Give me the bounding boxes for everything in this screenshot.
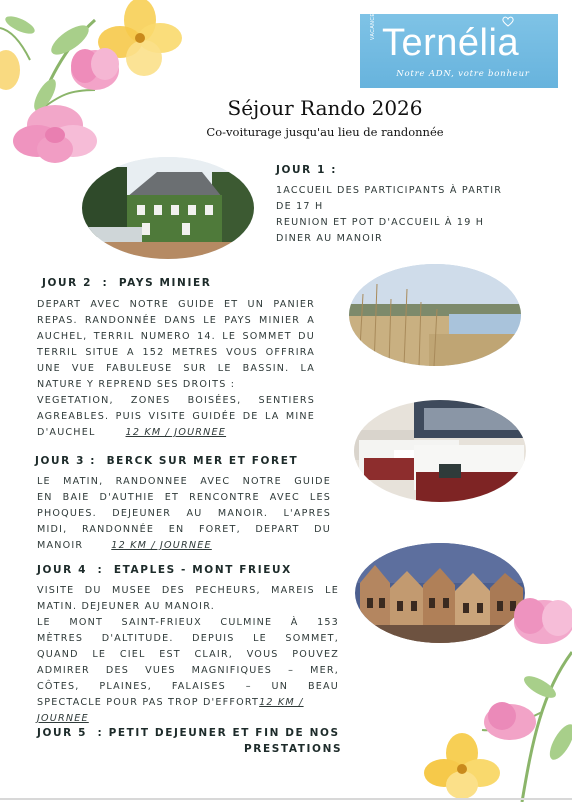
day4-line: QUAND LE CIEL EST CLAIR, VOUS POUVEZ: [37, 649, 339, 660]
day5-title: JOUR 5 : PETIT DEJEUNER ET FIN DE NOS: [37, 727, 340, 739]
hotel-room-photo: [354, 400, 526, 502]
day2-line: AUCHEL, TERRIL NUMERO 14. LE SOMMET DU: [37, 331, 315, 342]
logo-tagline: Notre ADN, votre bonheur: [396, 69, 530, 79]
day4-distance-b: JOURNEE: [37, 713, 89, 724]
bottom-divider: [0, 798, 572, 800]
day2-title: JOUR 2 : PAYS MINIER: [42, 277, 212, 289]
day2-line: REPAS. RANDONNÉE DANS LE PAYS MINIER A: [37, 315, 315, 326]
day4-last-text: SPECTACLE POUR PAS TROP D'EFFORT: [37, 697, 260, 708]
day1-title: JOUR 1 :: [276, 164, 338, 176]
day3-distance: 12 KM / JOURNEE: [111, 540, 212, 551]
day3-last-text: MANOIR: [37, 540, 84, 551]
flowers-decoration-bottom-right: [422, 592, 572, 802]
day1-line: DE 17 H: [276, 201, 324, 212]
day4-line: MATIN. DEJEUNER AU MANOIR.: [37, 601, 215, 612]
logo-name: Ternélia: [382, 22, 520, 64]
day2-line: DEPART AVEC NOTRE GUIDE ET UN PANIER: [37, 299, 315, 310]
ternelia-logo: [360, 8, 558, 88]
day4-line: MÈTRES D'ALTITUDE. DEPUIS LE SOMMET,: [37, 633, 339, 644]
day3-line: PHOQUES. DEJEUNER AU MANOIR. L'APRES: [37, 508, 331, 519]
page-title: Séjour Rando 2026: [227, 96, 423, 120]
day2-line: AGREABLES. PUIS VISITE GUIDÉE DE LA MINE: [37, 411, 315, 422]
reeds-lake-photo: [349, 264, 521, 366]
day3-line: EN BAIE D'AUTHIE ET RENCONTRE AVEC LES: [37, 492, 331, 503]
day2-last-text: D'AUCHEL: [37, 427, 96, 438]
manor-photo: [82, 157, 254, 259]
day4-title: JOUR 4 : ETAPLES - MONT FRIEUX: [37, 564, 292, 576]
day1-line: DINER AU MANOIR: [276, 233, 383, 244]
day3-title: JOUR 3 : BERCK SUR MER ET FORET: [35, 455, 299, 467]
flowers-decoration-top-left: [0, 0, 200, 175]
day4-line: CÔTES, PLAINES, FALAISES – UN BEAU: [37, 681, 339, 692]
day3-line: MIDI, RANDONNÉE EN FORET, DEPART DU: [37, 524, 331, 535]
day5-title-line2: PRESTATIONS: [244, 743, 343, 755]
day3-line-last: [37, 538, 331, 554]
day2-line: TERRIL SITUE A 152 METRES VOUS OFFRIRA: [37, 347, 315, 358]
logo-small-text: VACANCES: [370, 8, 376, 40]
day3-text: [37, 474, 331, 554]
day4-text: [37, 583, 339, 727]
day1-line: REUNION ET POT D'ACCUEIL À 19 H: [276, 217, 485, 228]
day4-line: VISITE DU MUSEE DES PECHEURS, MAREIS LE: [37, 585, 339, 596]
day4-line-distance: [37, 711, 339, 727]
day4-line-last: [37, 695, 339, 711]
day4-line: LE MONT SAINT-FRIEUX CULMINE À 153: [37, 617, 339, 628]
page-subtitle: Co-voiturage jusqu'au lieu de randonnée: [206, 125, 444, 139]
day2-line: UNE VUE FABULEUSE SUR LE BASSIN. LA: [37, 363, 315, 374]
day2-line: VEGETATION, ZONES BOISÉES, SENTIERS: [37, 395, 315, 406]
day1-text: [276, 183, 536, 247]
day2-line-last: [37, 425, 315, 441]
day4-distance-a: 12 KM /: [259, 697, 304, 708]
day4-line: ADMIRER DES VUES MAGNIFIQUES – MER,: [37, 665, 339, 676]
day2-distance: 12 KM / JOURNEE: [125, 427, 227, 438]
day1-line: 1ACCUEIL DES PARTICIPANTS À PARTIR: [276, 185, 503, 196]
heart-icon: [502, 16, 514, 27]
day3-line: LE MATIN, RANDONNEE AVEC NOTRE GUIDE: [37, 476, 331, 487]
day2-line: NATURE Y REPREND SES DROITS :: [37, 379, 236, 390]
day2-text: [37, 297, 315, 441]
